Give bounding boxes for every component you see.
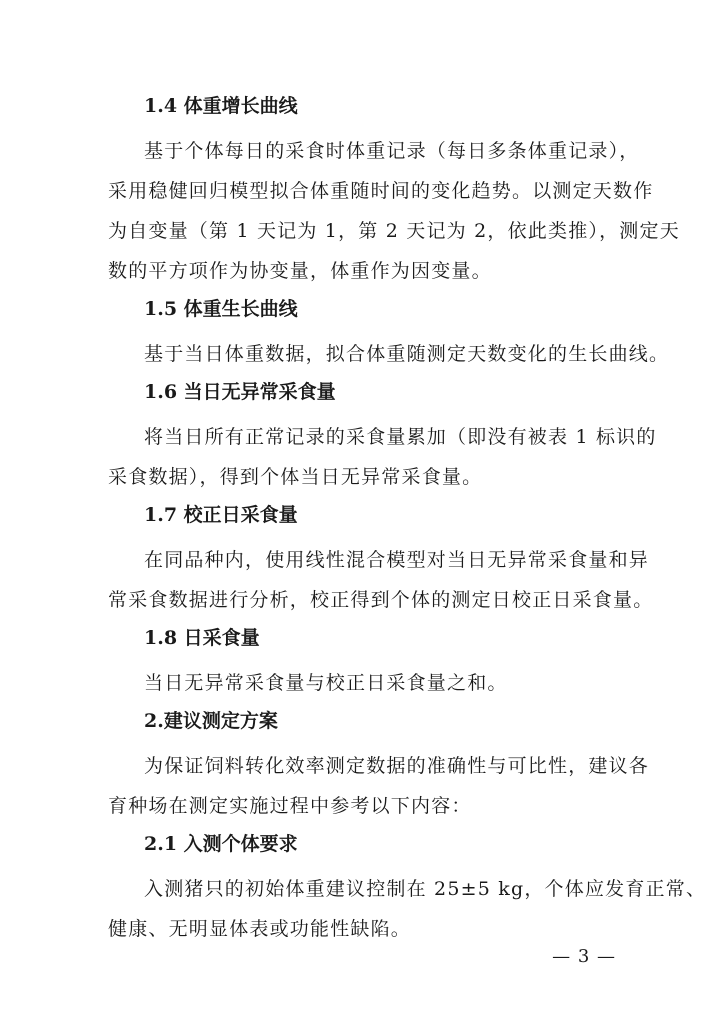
section-paragraph xyxy=(108,131,680,291)
section-heading: 1.6 当日无异常采食量 xyxy=(144,381,336,403)
paragraph-line: 在同品种内，使用线性混合模型对当日无异常采食量和异 xyxy=(144,549,650,571)
paragraph-line: 采食数据），得到个体当日无异常采食量。 xyxy=(108,466,483,488)
section-heading: 1.4 体重增长曲线 xyxy=(144,95,298,117)
paragraph-line: 为保证饲料转化效率测定数据的准确性与可比性，建议各 xyxy=(144,755,650,777)
page-number: — 3 — xyxy=(552,946,616,967)
section-2 xyxy=(108,707,650,826)
section-heading: 1.5 体重生长曲线 xyxy=(144,298,298,320)
paragraph-line: 为自变量（第 1 天记为 1，第 2 天记为 2，依此类推），测定天 xyxy=(108,220,680,242)
section-1-5 xyxy=(108,295,670,374)
section-1-8 xyxy=(108,624,618,703)
section-paragraph xyxy=(108,663,618,703)
paragraph-line: 入测猪只的初始体重建议控制在 25±5 kg，个体应发育正常、 xyxy=(144,878,707,900)
paragraph-line: 基于当日体重数据，拟合体重随测定天数变化的生长曲线。 xyxy=(144,343,670,365)
section-paragraph xyxy=(108,417,657,497)
paragraph-line: 当日无异常采食量与校正日采食量之和。 xyxy=(144,672,508,694)
section-paragraph xyxy=(108,334,670,374)
section-heading: 1.8 日采食量 xyxy=(144,627,260,649)
document-body xyxy=(108,92,707,953)
section-1-7 xyxy=(108,501,654,620)
section-2-1 xyxy=(108,830,707,949)
section-1-4 xyxy=(108,92,680,291)
paragraph-line: 采用稳健回归模型拟合体重随时间的变化趋势。以测定天数作 xyxy=(108,180,654,202)
section-heading: 1.7 校正日采食量 xyxy=(144,504,298,526)
section-1-6 xyxy=(108,378,657,497)
paragraph-line: 数的平方项作为协变量，体重作为因变量。 xyxy=(108,260,492,282)
section-paragraph xyxy=(108,746,650,826)
section-paragraph xyxy=(108,869,707,949)
paragraph-line: 常采食数据进行分析，校正得到个体的测定日校正日采食量。 xyxy=(108,589,654,611)
paragraph-line: 健康、无明显体表或功能性缺陷。 xyxy=(108,918,412,940)
paragraph-line: 育种场在测定实施过程中参考以下内容： xyxy=(108,795,472,817)
section-paragraph xyxy=(108,540,654,620)
section-heading: 2.建议测定方案 xyxy=(144,710,278,732)
paragraph-line: 基于个体每日的采食时体重记录（每日多条体重记录）， xyxy=(144,140,640,162)
paragraph-line: 将当日所有正常记录的采食量累加（即没有被表 1 标识的 xyxy=(144,426,657,448)
section-heading: 2.1 入测个体要求 xyxy=(144,833,298,855)
